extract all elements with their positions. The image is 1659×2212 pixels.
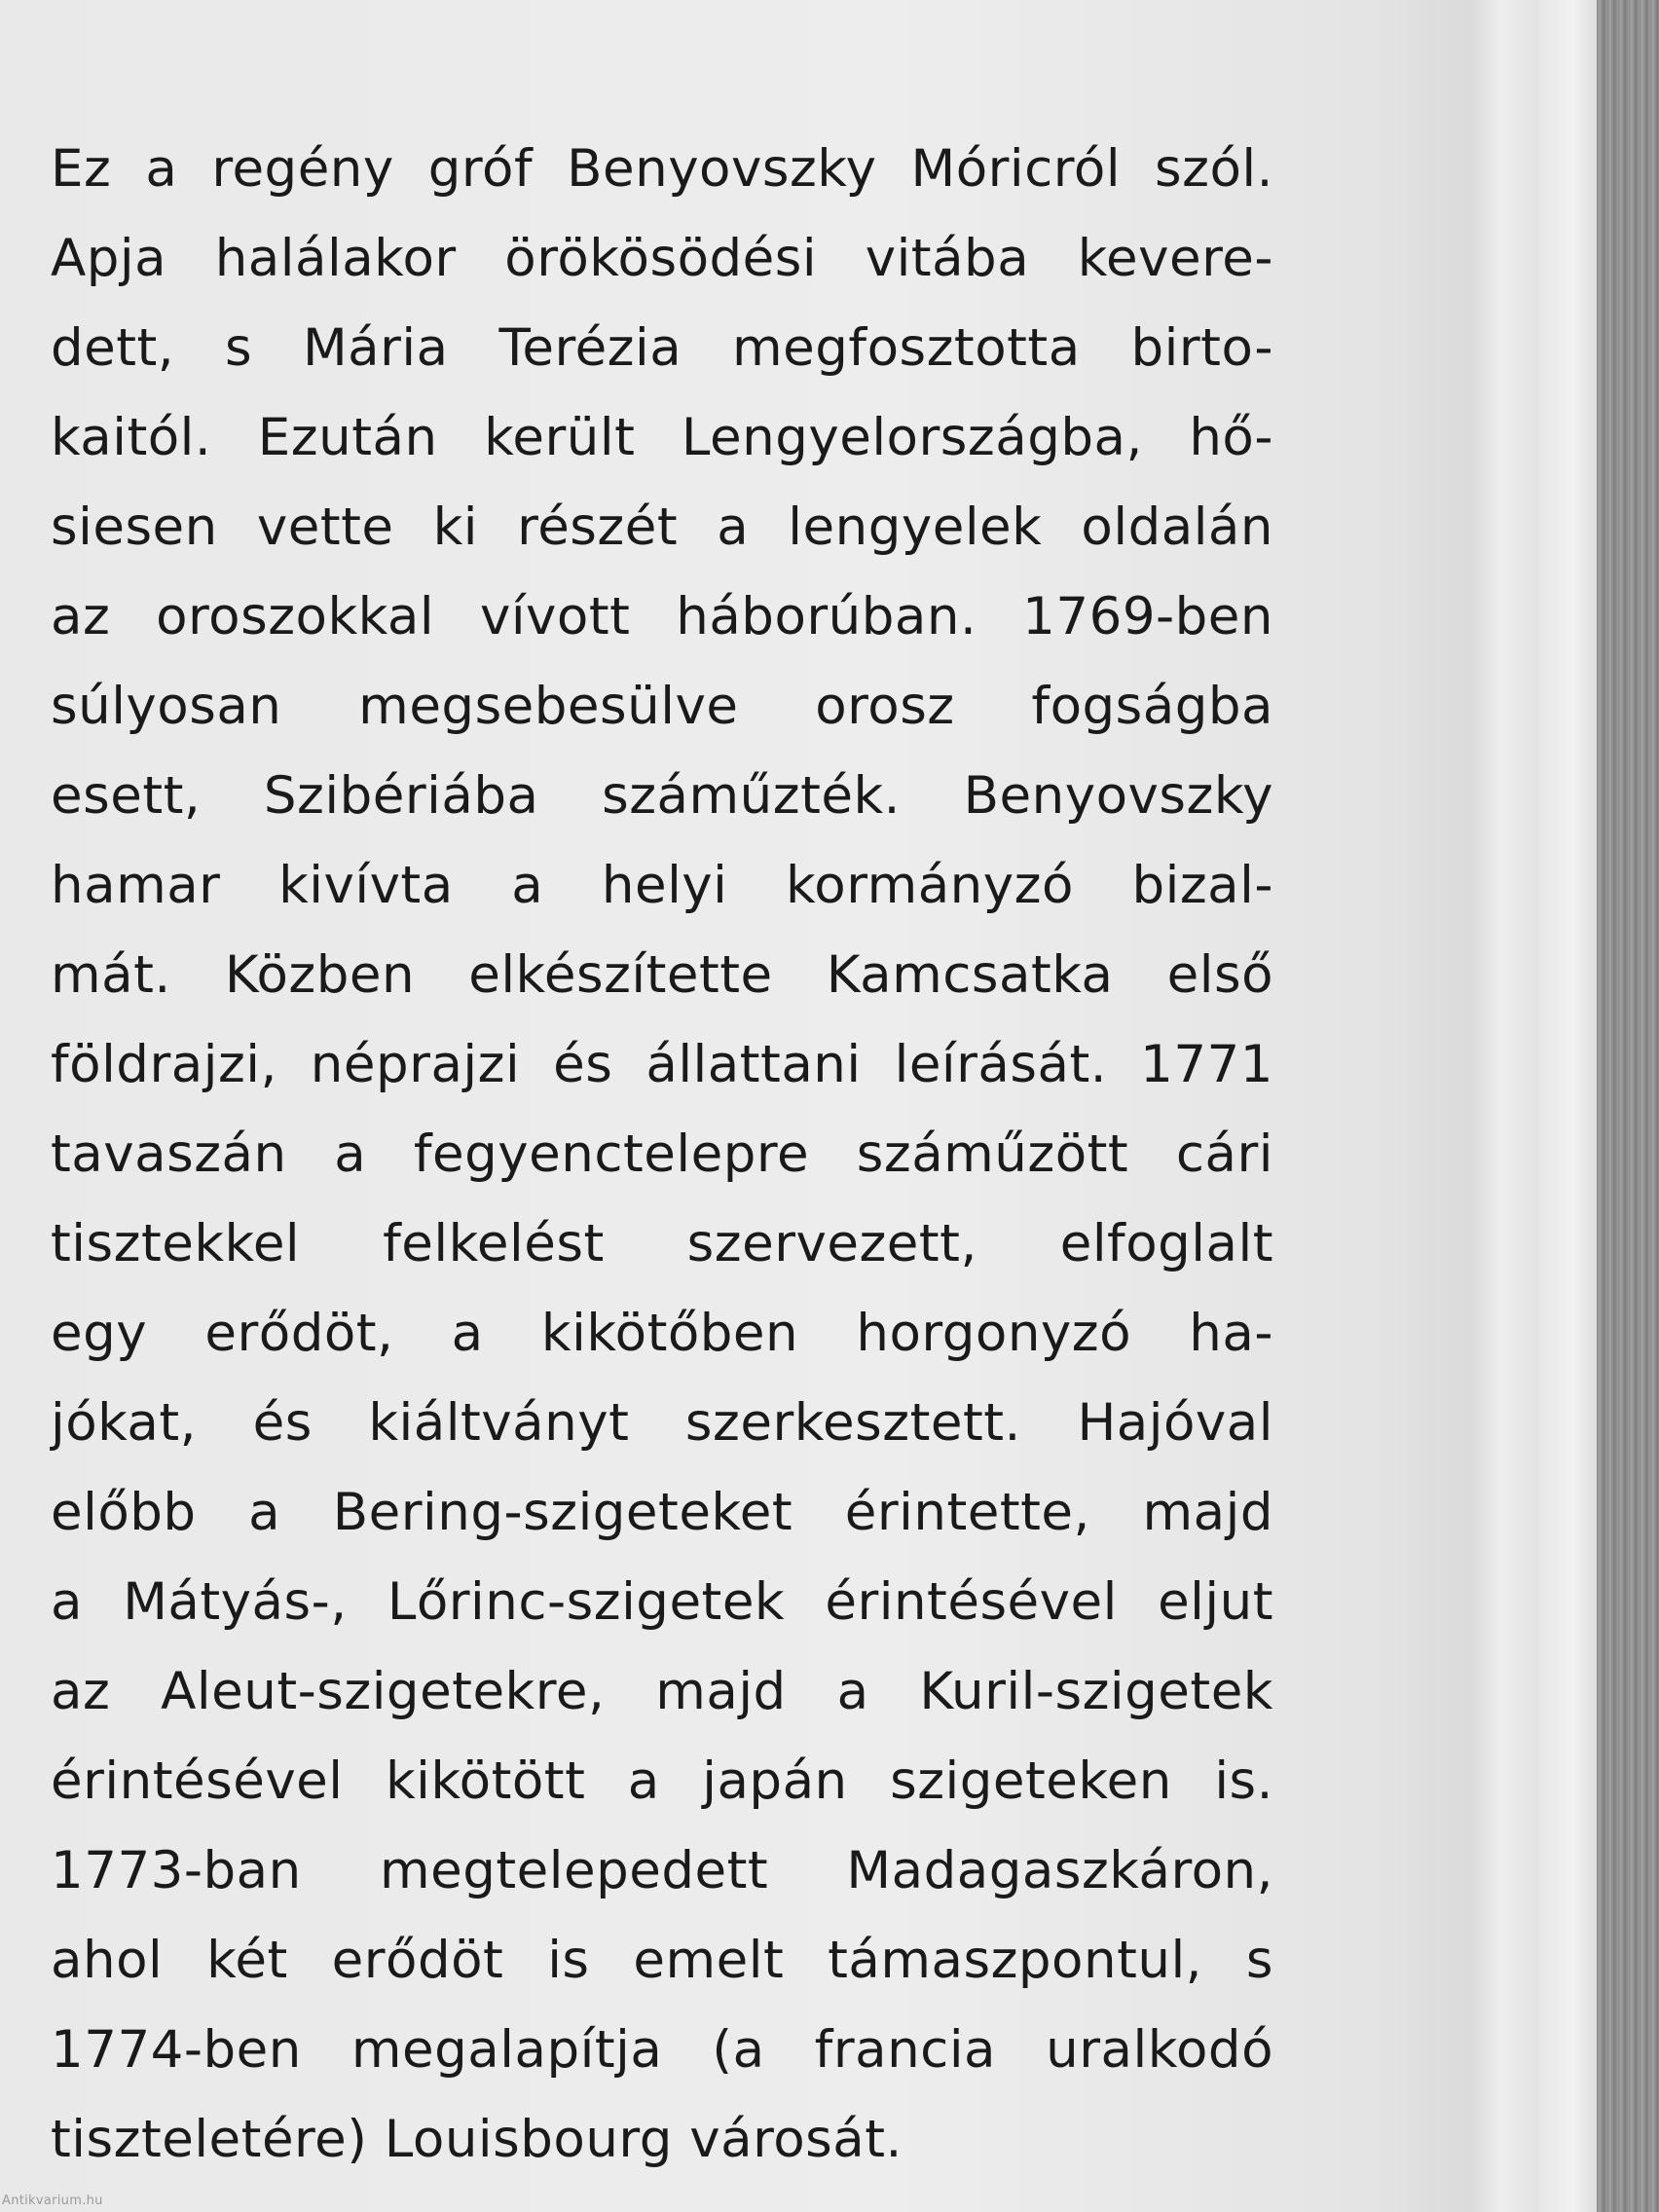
text-line: esett, Szibériába száműzték. Benyovszky bbox=[51, 766, 1273, 826]
text-line: tavaszán a fegyenctelepre száműzött cári bbox=[51, 1124, 1273, 1184]
text-line: mát. Közben elkészítette Kamcsatka első bbox=[51, 945, 1273, 1005]
body-text bbox=[51, 125, 1273, 2185]
text-line: Apja halálakor örökösödési vitába kevere- bbox=[51, 229, 1273, 288]
text-line: az Aleut-szigetekre, majd a Kuril-szigetek bbox=[51, 1662, 1273, 1721]
text-line: kaitól. Ezután került Lengyelországba, hő- bbox=[51, 408, 1273, 467]
text-line: 1773-ban megtelepedett Madagaszkáron, bbox=[51, 1841, 1273, 1900]
text-line: 1774-ben megalapítja (a francia uralkodó bbox=[51, 2020, 1273, 2080]
text-line: a Mátyás-, Lőrinc-szigetek érintésével eljut bbox=[51, 1572, 1273, 1632]
book-binding bbox=[1597, 0, 1659, 2212]
text-line: Ez a regény gróf Benyovszky Móricról szól. bbox=[51, 139, 1273, 199]
text-line: az oroszokkal vívott háborúban. 1769-ben bbox=[51, 587, 1273, 646]
text-line: dett, s Mária Terézia megfosztotta birto- bbox=[51, 318, 1273, 378]
text-line: tisztekkel felkelést szervezett, elfoglalt bbox=[51, 1214, 1273, 1273]
text-line: súlyosan megsebesülve orosz fogságba bbox=[51, 677, 1273, 736]
text-line: siesen vette ki részét a lengyelek oldalán bbox=[51, 498, 1273, 557]
text-line: ahol két erődöt is emelt támaszpontul, s bbox=[51, 1931, 1273, 1990]
text-line: egy erődöt, a kikötőben horgonyzó ha- bbox=[51, 1304, 1273, 1363]
text-line: tiszteletére) Louisbourg városát. bbox=[51, 2110, 903, 2169]
underlying-page-edge bbox=[1538, 0, 1597, 2212]
text-line: hamar kivívta a helyi kormányzó bizal- bbox=[51, 856, 1273, 915]
text-line: földrajzi, néprajzi és állattani leírását. 1771 bbox=[51, 1035, 1273, 1094]
text-line: előbb a Bering-szigeteket érintette, majd bbox=[51, 1483, 1273, 1542]
text-line: jókat, és kiáltványt szerkesztett. Hajóval bbox=[51, 1393, 1273, 1453]
text-line: érintésével kikötött a japán szigeteken is. bbox=[51, 1751, 1273, 1811]
page-fold bbox=[1470, 0, 1539, 2212]
watermark: Antikvarium.hu bbox=[2, 2194, 103, 2208]
